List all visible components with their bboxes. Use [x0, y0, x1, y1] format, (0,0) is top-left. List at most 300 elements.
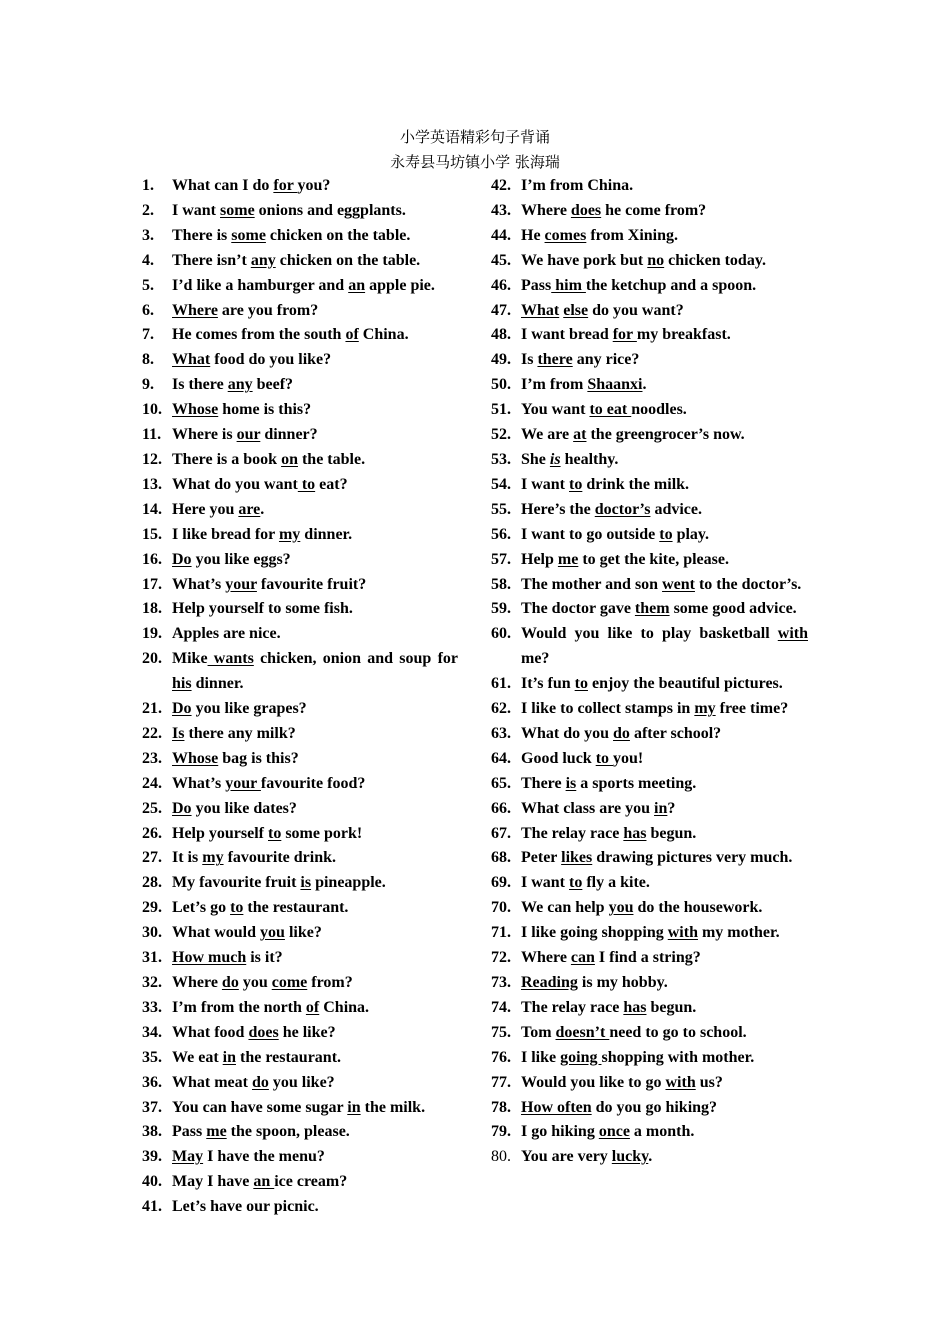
sentence-item — [491, 797, 808, 822]
sentence-item — [142, 1096, 458, 1121]
sentence-item — [142, 1145, 458, 1170]
sentence-text — [521, 1120, 808, 1145]
sentence-fragment: What do you — [521, 724, 614, 742]
sentence-fragment: There isn’t — [172, 251, 251, 269]
sentence-fragment: I want — [172, 201, 221, 219]
sentence-number: 8. — [142, 351, 154, 369]
sentence-text — [521, 597, 808, 622]
sentence-fragment: the table. — [297, 450, 366, 468]
sentence-item — [142, 647, 458, 697]
sentence-text — [172, 996, 458, 1021]
sentence-fragment: Would you like to play basketball — [521, 625, 778, 643]
sentence-text — [521, 697, 808, 722]
sentence-text — [521, 1145, 808, 1170]
sentence-number: 63. — [491, 724, 511, 742]
underlined-word: wants — [207, 650, 254, 668]
underlined-word: to — [297, 475, 316, 493]
sentence-item — [142, 772, 458, 797]
sentence-text — [172, 373, 458, 398]
sentence-text — [172, 523, 458, 548]
sentence-fragment: ? — [667, 799, 676, 817]
sentence-fragment: I like — [521, 1048, 561, 1066]
sentence-text — [521, 722, 808, 747]
sentence-number: 11. — [142, 426, 162, 444]
underlined-word: Do — [172, 799, 192, 817]
sentence-number: 65. — [491, 774, 511, 792]
sentence-number: 15. — [142, 525, 162, 543]
sentence-fragment: Peter — [521, 849, 562, 867]
sentence-item — [142, 896, 458, 921]
sentence-number: 79. — [491, 1123, 511, 1141]
sentence-number: 62. — [491, 700, 511, 718]
sentence-fragment: he come from? — [601, 201, 707, 219]
sentence-fragment: We can help — [521, 899, 609, 917]
sentence-item — [142, 548, 458, 573]
sentence-fragment: You want — [521, 401, 590, 419]
sentence-text — [521, 199, 808, 224]
sentence-fragment: I like to collect stamps in — [521, 700, 695, 718]
sentence-number: 67. — [491, 824, 511, 842]
sentence-number: 4. — [142, 251, 154, 269]
sentence-item — [142, 174, 458, 199]
sentence-fragment: noodles. — [631, 401, 687, 419]
sentence-text — [172, 348, 458, 373]
underlined-word: an — [348, 276, 366, 294]
underlined-word: What — [172, 351, 211, 369]
sentence-fragment: the greengrocer’s now. — [586, 426, 745, 444]
sentence-text — [172, 548, 458, 573]
sentence-text — [521, 996, 808, 1021]
sentence-text — [521, 1021, 808, 1046]
sentence-item — [491, 871, 808, 896]
underlined-word: for — [612, 326, 637, 344]
sentence-item — [491, 548, 808, 573]
underlined-word: lucky — [611, 1148, 649, 1166]
sentence-text — [172, 249, 458, 274]
sentence-fragment: to the doctor’s. — [694, 575, 802, 593]
sentence-fragment: There is — [172, 226, 232, 244]
sentence-text — [172, 398, 458, 423]
underlined-word: your — [225, 575, 257, 593]
sentence-fragment: The relay race — [521, 998, 624, 1016]
sentence-text — [172, 622, 458, 647]
sentence-text — [521, 871, 808, 896]
sentence-fragment: What’s — [172, 575, 226, 593]
underlined-word: doctor’s — [594, 500, 651, 518]
sentence-item — [491, 473, 808, 498]
underlined-word: do — [221, 974, 239, 991]
sentence-text — [521, 1046, 808, 1071]
sentence-text — [172, 1195, 458, 1220]
sentence-number: 46. — [491, 276, 511, 294]
sentence-fragment: are you from? — [217, 301, 319, 319]
underlined-word: in — [347, 1098, 361, 1116]
sentence-number: 50. — [491, 376, 511, 394]
sentence-fragment: We eat — [172, 1048, 223, 1066]
underlined-word: does — [570, 201, 602, 219]
sentence-text — [521, 473, 808, 498]
sentence-fragment: the ketchup and a spoon. — [585, 276, 757, 294]
sentence-fragment: a month. — [629, 1123, 695, 1141]
sentence-item — [491, 323, 808, 348]
sentence-fragment: healthy. — [560, 450, 619, 468]
underlined-word: me — [206, 1123, 227, 1141]
sentence-fragment: . — [260, 500, 265, 518]
sentence-fragment: What class are you — [521, 799, 655, 817]
sentence-number: 70. — [491, 899, 511, 917]
underlined-word: you — [260, 924, 285, 942]
sentence-number: 29. — [142, 899, 162, 917]
sentence-fragment: Pass — [521, 276, 552, 294]
sentence-fragment: . — [642, 376, 647, 394]
sentence-text — [172, 1120, 458, 1145]
sentence-number: 51. — [491, 401, 511, 419]
underlined-word: no — [647, 251, 665, 269]
sentence-number: 56. — [491, 525, 511, 543]
sentence-text — [172, 822, 458, 847]
sentence-fragment: favourite fruit? — [256, 575, 367, 593]
sentence-fragment: I find a string? — [594, 949, 701, 967]
sentence-item — [491, 299, 808, 324]
sentence-fragment: favourite food? — [260, 774, 366, 792]
sentence-fragment: home is this? — [218, 401, 312, 419]
sentence-fragment: The relay race — [521, 824, 624, 842]
sentence-number: 30. — [142, 924, 162, 942]
underlined-word: with — [777, 625, 808, 643]
underlined-word: has — [623, 824, 647, 842]
sentence-fragment: bag is this? — [218, 749, 299, 767]
sentence-number: 37. — [142, 1098, 162, 1116]
underlined-word: comes — [544, 226, 587, 244]
underlined-word: went — [662, 575, 695, 593]
underlined-word: come — [271, 974, 308, 991]
sentence-number: 2. — [142, 201, 154, 219]
sentence-fragment: play. — [672, 525, 710, 543]
sentence-text — [172, 1096, 458, 1121]
sentence-item — [491, 846, 808, 871]
sentence-number: 25. — [142, 799, 162, 817]
sentence-number: 34. — [142, 1023, 162, 1041]
sentence-fragment: chicken on the table. — [275, 251, 421, 269]
underlined-word: me — [557, 550, 579, 568]
sentence-text — [521, 921, 808, 946]
sentence-fragment: I’d like a hamburger and — [172, 276, 349, 294]
sentence-number: 32. — [142, 974, 162, 991]
sentence-number: 71. — [491, 924, 511, 942]
underlined-word: at — [573, 426, 587, 444]
sentence-fragment: do you want? — [588, 301, 684, 319]
sentence-item — [491, 1120, 808, 1145]
sentence-fragment: There is a book — [172, 450, 282, 468]
underlined-word: likes — [561, 849, 593, 867]
sentence-item — [491, 697, 808, 722]
sentence-number: 60. — [491, 625, 511, 643]
sentence-number: 58. — [491, 575, 511, 593]
sentence-text — [521, 822, 808, 847]
sentence-fragment: from Xining. — [586, 226, 679, 244]
sentence-number: 78. — [491, 1098, 511, 1116]
sentence-item — [491, 373, 808, 398]
sentence-fragment: Pass — [172, 1123, 207, 1141]
sentence-item — [142, 822, 458, 847]
sentence-fragment: Here you — [172, 500, 239, 518]
sentence-fragment: What food — [172, 1023, 249, 1041]
sentence-item — [142, 523, 458, 548]
sentence-item — [142, 1195, 458, 1220]
sentence-text — [172, 597, 458, 622]
sentence-fragment: Help yourself to some fish. — [172, 600, 353, 618]
sentence-item — [491, 523, 808, 548]
underlined-word: him — [551, 276, 586, 294]
sentence-item — [491, 1145, 808, 1170]
sentence-text — [172, 224, 458, 249]
sentence-text — [172, 473, 458, 498]
underlined-word: an — [253, 1173, 275, 1191]
sentence-number: 38. — [142, 1123, 162, 1141]
sentence-item — [142, 398, 458, 423]
sentence-fragment: My favourite fruit — [172, 874, 301, 892]
sentence-number: 20. — [142, 650, 162, 668]
sentence-fragment: beef? — [252, 376, 294, 394]
underlined-word: any — [250, 251, 276, 269]
sentence-fragment: drink the milk. — [582, 475, 690, 493]
sentence-item — [142, 747, 458, 772]
sentence-number: 27. — [142, 849, 162, 867]
sentence-fragment: he like? — [278, 1023, 336, 1041]
sentence-text — [521, 846, 808, 871]
sentence-fragment: Where is — [172, 426, 237, 444]
sentence-item — [142, 1021, 458, 1046]
sentence-text — [521, 274, 808, 299]
underlined-word: Shaanxi — [587, 376, 643, 394]
sentence-number: 18. — [142, 600, 162, 618]
sentence-fragment: is it? — [246, 949, 283, 967]
sentence-fragment: begun. — [646, 824, 697, 842]
underlined-word: else — [563, 301, 589, 319]
sentence-fragment: I’m from China. — [521, 177, 634, 194]
sentence-text — [172, 797, 458, 822]
sentence-text — [172, 448, 458, 473]
sentence-item — [491, 996, 808, 1021]
sentence-fragment: chicken, onion and soup for — [253, 650, 458, 668]
sentence-fragment: do the housework. — [633, 899, 763, 917]
sentence-text — [172, 722, 458, 747]
sentence-number: 80. — [491, 1148, 511, 1166]
underlined-word: is — [565, 774, 577, 792]
sentence-text — [172, 772, 458, 797]
sentence-fragment: favourite drink. — [223, 849, 337, 867]
sentence-number: 75. — [491, 1023, 511, 1041]
sentence-fragment: ice cream? — [274, 1173, 348, 1191]
sentence-fragment: I’m from the north — [172, 998, 306, 1016]
sentence-fragment: any rice? — [572, 351, 640, 369]
underlined-word: has — [623, 998, 647, 1016]
sentence-fragment: the milk. — [360, 1098, 426, 1116]
underlined-word: Is — [172, 724, 185, 742]
sentence-fragment: is my hobby. — [577, 974, 668, 991]
sentence-number: 28. — [142, 874, 162, 892]
sentence-number: 54. — [491, 475, 511, 493]
sentence-item — [491, 896, 808, 921]
sentence-fragment: apple pie. — [365, 276, 435, 294]
sentence-number: 36. — [142, 1073, 162, 1091]
sentence-item — [142, 573, 458, 598]
sentence-item — [142, 274, 458, 299]
sentence-text — [521, 498, 808, 523]
sentence-fragment: us? — [695, 1073, 723, 1091]
sentence-number: 24. — [142, 774, 162, 792]
sentence-text — [172, 274, 458, 299]
sentence-fragment: you! — [613, 749, 644, 767]
sentence-number: 61. — [491, 675, 511, 693]
sentence-text — [172, 747, 458, 772]
sentence-fragment: I want — [521, 475, 570, 493]
sentence-fragment: I go hiking — [521, 1123, 599, 1141]
sentence-fragment: some pork! — [281, 824, 363, 842]
sentence-fragment: free time? — [715, 700, 789, 718]
sentence-item — [491, 174, 808, 199]
sentence-number: 42. — [491, 177, 511, 194]
sentence-fragment: Is — [521, 351, 538, 369]
sentence-fragment: The mother and son — [521, 575, 663, 593]
sentence-item — [142, 423, 458, 448]
sentence-fragment: Good luck — [521, 749, 596, 767]
underlined-word: can — [570, 949, 595, 967]
sentence-item — [142, 797, 458, 822]
sentence-text — [172, 846, 458, 871]
sentence-item — [142, 846, 458, 871]
sentence-item — [491, 1046, 808, 1071]
sentence-fragment: What can I do — [172, 177, 274, 194]
sentence-fragment: need to go to school. — [609, 1023, 747, 1041]
sentence-number: 1. — [142, 177, 154, 194]
sentence-fragment: you like? — [268, 1073, 335, 1091]
sentence-item — [491, 249, 808, 274]
sentence-number: 45. — [491, 251, 511, 269]
sentence-item — [142, 348, 458, 373]
sentence-fragment: What meat — [172, 1073, 252, 1091]
sentence-item — [491, 946, 808, 971]
sentence-number: 40. — [142, 1173, 162, 1191]
underlined-word: some — [220, 201, 255, 219]
sentence-text — [172, 921, 458, 946]
sentence-text — [172, 697, 458, 722]
sentence-fragment: What do you want — [172, 475, 298, 493]
underlined-word: How much — [172, 949, 247, 967]
underlined-word: there — [537, 351, 573, 369]
sentence-fragment: China. — [358, 326, 409, 344]
sentence-text — [172, 1021, 458, 1046]
sentence-fragment: What’s — [172, 774, 226, 792]
sentence-number: 52. — [491, 426, 511, 444]
underlined-word: to — [574, 675, 588, 693]
underlined-word: once — [598, 1123, 630, 1141]
sentence-item — [491, 199, 808, 224]
sentence-fragment: It’s fun — [521, 675, 575, 693]
sentence-fragment: May I have — [172, 1173, 254, 1191]
sentence-item — [142, 1120, 458, 1145]
sentence-fragment: like? — [284, 924, 322, 942]
sentence-fragment: eat? — [315, 475, 348, 493]
underlined-word: to eat — [589, 401, 632, 419]
underlined-word: for — [273, 177, 298, 194]
sentence-text — [172, 498, 458, 523]
sentence-fragment: Let’s have our picnic. — [172, 1198, 319, 1216]
sentence-number: 73. — [491, 974, 511, 991]
sentence-fragment: after school? — [629, 724, 722, 742]
sentence-fragment: chicken on the table. — [265, 226, 411, 244]
underlined-word: them — [634, 600, 670, 618]
sentence-item — [491, 921, 808, 946]
sentence-fragment: Where — [521, 949, 571, 967]
sentence-text — [172, 871, 458, 896]
underlined-word: Reading — [521, 974, 578, 991]
sentence-fragment: You are very — [521, 1148, 612, 1166]
sentence-number: 41. — [142, 1198, 162, 1216]
sentence-number: 64. — [491, 749, 511, 767]
underlined-word: Whose — [172, 401, 219, 419]
underlined-word: of — [305, 998, 320, 1016]
underlined-word: May — [172, 1148, 204, 1166]
sentence-item — [142, 946, 458, 971]
sentence-fragment: Where — [521, 201, 571, 219]
sentence-text — [172, 971, 458, 996]
sentence-item — [491, 1021, 808, 1046]
sentence-item — [491, 622, 808, 672]
sentence-item — [142, 996, 458, 1021]
sentence-text — [172, 946, 458, 971]
sentence-fragment: some good advice. — [669, 600, 797, 618]
sentence-item — [142, 199, 458, 224]
sentence-text — [521, 672, 808, 697]
sentence-number: 48. — [491, 326, 511, 344]
sentence-fragment: Mike — [172, 650, 208, 668]
underlined-word: do — [613, 724, 630, 742]
sentence-item — [491, 971, 808, 996]
sentence-item — [142, 697, 458, 722]
sentence-number: 74. — [491, 998, 511, 1016]
sentence-number: 5. — [142, 276, 154, 294]
sentence-fragment: . — [648, 1148, 653, 1166]
sentence-number: 47. — [491, 301, 511, 319]
sentence-fragment: Let’s go — [172, 899, 231, 917]
sentence-item — [491, 747, 808, 772]
sentence-fragment: you like eggs? — [191, 550, 291, 568]
sentence-text — [521, 299, 808, 324]
sentence-item — [491, 722, 808, 747]
sentence-number: 49. — [491, 351, 511, 369]
sentence-text — [172, 199, 458, 224]
sentence-fragment: dinner? — [260, 426, 318, 444]
sentence-number: 26. — [142, 824, 162, 842]
underlined-word: you — [608, 899, 634, 917]
sentence-fragment: chicken today. — [664, 251, 766, 269]
sentence-text — [521, 323, 808, 348]
sentence-item — [142, 921, 458, 946]
sentence-text — [521, 1071, 808, 1096]
sentence-text — [172, 896, 458, 921]
sentence-fragment: I like bread for — [172, 525, 279, 543]
sentence-number: 3. — [142, 226, 154, 244]
sentence-item — [491, 672, 808, 697]
sentence-item — [142, 722, 458, 747]
sentence-item — [491, 348, 808, 373]
sentence-fragment: Tom — [521, 1023, 556, 1041]
sentence-fragment: you? — [297, 177, 331, 194]
underlined-word: to — [569, 475, 583, 493]
page-subtitle: 永寿县马坊镇小学 张海瑞 — [390, 153, 560, 171]
sentence-text — [521, 971, 808, 996]
